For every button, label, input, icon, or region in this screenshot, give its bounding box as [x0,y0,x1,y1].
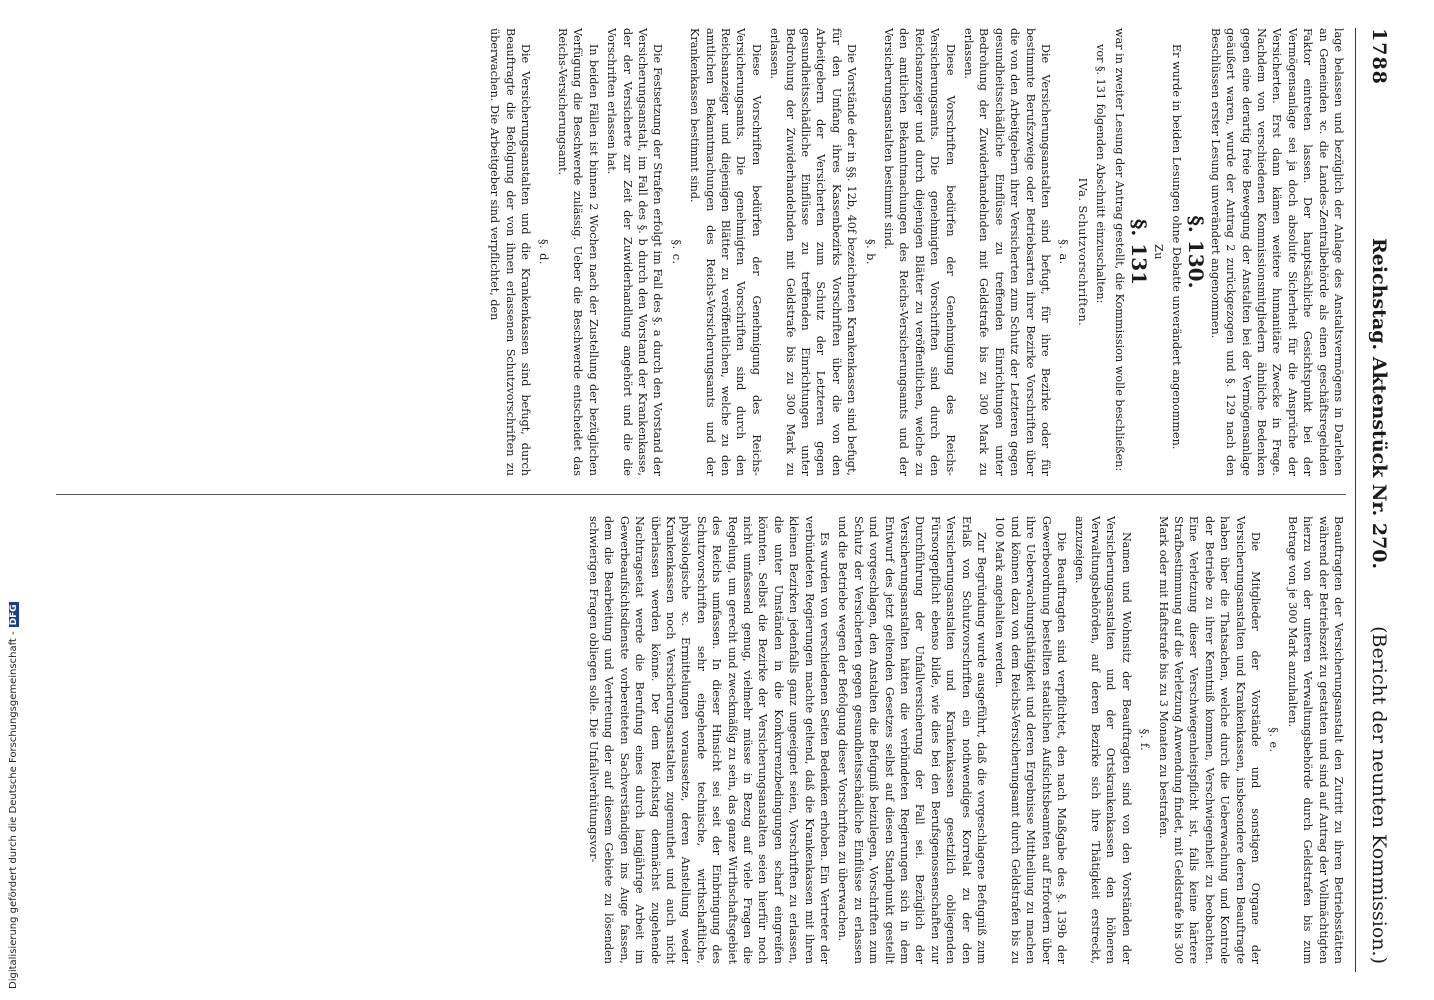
left-column [56,28,1346,476]
page-header [1358,28,1394,972]
paragraph-heading-a: §. a. [1057,239,1071,265]
section-heading-130: §. 130. [1184,215,1209,289]
paragraph: Die Mitglieder der Vorstände und sonstigen Organe der Versicherungsanstalten und Krankenkassen, insbesondere deren Beauftragte haben über die Thatsachen, welche durch die Ueberwachung und Kontrole der Betriebe zu ihrer Kenntniß kommen, Verschwiegenheit zu beobachten. Eine Verletzung dieser Verschwiegenheitspflicht ist, falls keine härtere Strafbestimmung auf die Verletzung Anwendung findet, mit Geldstrafe bis 300 Mark oder mit Haftstrafe bis zu 3 Monaten zu bestrafen. [1156,516,1262,964]
paragraph: In beiden Fällen ist binnen 2 Wochen nach der Zustellung der bezüglichen Verfügung die Beschwerde zulässig. Ueber die Beschwerde entscheidet das Reichs-Versicherungsamt. [555,28,600,476]
paragraph-heading-e: §. e. [1267,727,1281,753]
footer-credit: Digitalisierung gefördert durch die Deutsche Forschungsgemeinschaft - [8,631,19,989]
right-column [56,516,1346,964]
paragraph-heading-f: §. f. [1138,728,1152,752]
paragraph: Er wurde in beiden Lesungen ohne Debatte unverändert angenommen. [1169,44,1183,450]
paragraph-heading-c: §. c. [669,239,683,265]
paragraph: Diese Vorschriften bedürfen der Genehmigung des Reichs-Versicherungsamts. Die genehmigten Vorschriften sind durch den Reichsanzeiger und durch diejenigen Blätter zu veröffentlichen, welche zu den amtlichen Bekanntmachungen des Reichs-Versicherungsamts und der Versicherungsanstalten bestimmt sind. [882,28,957,476]
paragraph: lage belassen und bezüglich der Anlage des Anstaltsvermögens in Darlehen an Gemeinden ꝛc. die Landes-Zentralbehörde als einen geschäftsregelnden Faktor eintreten lassen. Der hauptsächliche Gesichtspunkt bei der Vermögensanlage sei ja doch absolute Sicherheit für die Ansprüche der Versicherten. Erst dann kämen weitere humanitäre Zwecke in Frage. Nachdem von verschiedenen Kommissionsmitgliedern ähnliche Bedenken gegen eine derartig freie Bewegung der Anstalten bei der Vermögensanlage geäußert waren, wurde der Antrag 2 zurückgezogen und §. 129 nach den Beschlüssen erster Lesung unverändert angenommen. [1208,28,1345,476]
dfg-logo: DFG [9,604,19,626]
paragraph: Es wurden von verschiedenen Seiten Bedenken erhoben. Ein Vertreter der verbündeten Regierungen machte geltend, daß die Krankenkassen mit ihren kleinen Bezirken jedenfalls ganz ungeeignet seien, Vorschriften zu erlassen, die unter Umständen in die Konkurrenzbedingungen scharf eingreifen könnten. Selbst die Bezirke der Versicherungsanstalten seien hierfür noch nicht umfassend genug, vielmehr müsse in Bezug auf viele Fragen die Regelung, um gerecht und zweckmäßig zu sein, das ganze Wirthschaftsgebiet des Reichs umfassen. In dieser Hinsicht sei seit der Einbringung des Schutzvorschriften sehr eingehende technische, wirthschaftliche, physiologische ꝛc. Ermittelungen voraussetze, deren Anstellung weder Krankenkassen noch Versicherungsanstalten zugemuthet und auch nicht überlassen werden könne. Der dem Reichstag demnächst zugehende Nachtragsetat werde die Berufung eines durch langjährige Arbeit im Gewerbeaufsichtsdienste vorbereiteten Sachverständigen ins Auge fassen, dem die Bearbeitung und Vertretung der auf diesem Gebiete zu lösenden schwierigen Fragen obliegen solle. Die Unfallverhütungsvor- [586,516,831,964]
paragraph-heading-d: §. d. [537,239,551,265]
running-title: Reichstag. Aktenstück Nr. 270. [1368,238,1390,570]
paragraph: vor §. 131 folgenden Abschnitt einzuschalten: [1094,44,1108,304]
paragraph: Die Festsetzung der Strafen erfolgt im Fall des §. a durch den Vorstand der Versicherungsanstalt, im Fall des §. b durch den Vorstand der Krankenkasse, der der Versicherte zur Zeit der Zuwiderhandlung angehört und die die Vorschriften erlassen hat. [605,28,665,476]
paragraph: Namen und Wohnsitz der Beauftragten sind von den Vorständen der Versicherungsanstalten und der Ortskrankenkassen den höheren Verwaltungsbehörden, auf deren Bezirke sich ihre Thätigkeit erstreckt, anzuzeigen. [1073,516,1133,964]
paragraph: Zur Begründung wurde ausgeführt, daß die vorgeschlagene Befugniß zum Erlaß von Schutzvorschriften ein nothwendiges Korrelat zu der den Versicherungsanstalten und Krankenkassen gesetzlich obliegenden Fürsorgepflicht ebenso bilde, wie dies bei den Berufsgenossenschaften zur Durchführung der Unfallversicherung der Fall sei. Bezüglich der Versicherungsanstalten hätten die verbündeten Regierungen sich in dem Entwurf des jetzt geltenden Gesetzes selbst auf diesen Standpunkt gestellt und vorgeschlagen, den Anstalten die Befugniß beizulegen, Vorschriften zum Schutz der Versicherten gegen gesundheitsschädliche Einflüsse zu erlassen und die Betriebe wegen der Befolgung dieser Vorschriften zu überwachen. [836,516,989,964]
zu-label: Zu [1151,244,1165,260]
paragraph: Diese Vorschriften bedürfen der Genehmigung des Reichs-Versicherungsamts. Die genehmigten Vorschriften sind durch den Reichsanzeiger und diejenigen Blätter zu veröffentlichen, welche zu den amtlichen Bekanntmachungen des Reichs-Versicherungsamts und der Krankenkassen bestimmt sind. [688,28,763,476]
paragraph: Die Versicherungsanstalten sind befugt, für ihre Bezirke oder für bestimmte Berufszweige oder Betriebsarten ihrer Bezirke Vorschriften über die von den Arbeitgebern ihrer Versicherten zum Schutz der Letzteren gegen gesundheitsschädliche Einflüsse zu treffenden Einrichtungen unter Bedrohung der Zuwiderhandelnden mit Geldstrafe bis zu 300 Mark zu erlassen. [962,28,1053,476]
column-divider [56,494,1346,495]
subsection-heading-iva: IVa. Schutzvorschriften. [1075,177,1089,327]
running-subtitle: (Bericht der neunten Kommission.) [1368,626,1390,964]
digitization-footer [8,4,28,996]
page-number: 1788 [1368,28,1390,85]
paragraph: Beauftragten der Versicherungsanstalt den Zutritt zu ihren Betriebsstätten während der Betriebszeit zu gestatten und sind auf Antrag der Vollmächtigten hierzu von der unteren Verwaltungsbehörde durch Geldstrafen bis zum Betrage von je 300 Mark anzuhalten. [1285,516,1345,964]
footer-text-row [8,4,24,989]
page-content [49,28,1394,972]
header-rule [1355,28,1356,972]
paragraph: war in zweiter Lesung der Antrag gestellt, die Kommission wolle beschließen: [1112,28,1126,472]
paragraph-heading-b: §. b. [863,239,877,265]
paragraph: Die Vorstände der in §§. 12b, 40f bezeichneten Krankenkassen sind befugt, für den Umfang ihres Kassenbezirks Vorschriften über die von den Arbeitgebern der Versicherten zum Schutz der Letzteren gegen gesundheitsschädliche Einflüsse zu treffenden Einrichtungen unter Bedrohung der Zuwiderhandelnden mit Geldstrafe bis zu 300 Mark zu erlassen. [768,28,859,476]
paragraph: Die Versicherungsanstalten und die Krankenkassen sind befugt, durch Beauftragte die Befolgung der von ihnen erlassenen Schutzvorschriften zu überwachen. Die Arbeitgeber sind verpflichtet, den [488,28,533,476]
paragraph: Die Beauftragten sind verpflichtet, den nach Maßgabe des §. 139b der Gewerbeordnung bestellten staatlichen Aufsichtsbeamten auf Erfordern über ihre Ueberwachungsthätigkeit und deren Ergebnisse Mittheilung zu machen und können dazu von dem Reichs-Versicherungsamt durch Geldstrafen bis zu 100 Mark angehalten werden. [993,516,1069,964]
section-heading-131: §. 131 [1127,218,1152,286]
